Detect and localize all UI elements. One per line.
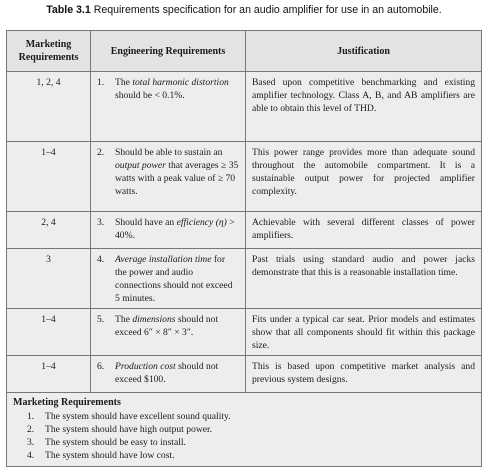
- engineering-cell: [91, 212, 246, 249]
- engineering-cell: [91, 72, 246, 142]
- requirement-number: 1.: [97, 77, 105, 88]
- requirement-number: 3.: [97, 217, 105, 228]
- marketing-cell: 1–4: [7, 142, 91, 212]
- table-row: [7, 212, 482, 249]
- justification-cell: Past trials using standard audio and power jacks demonstrate that this is a reasonable installation time.: [246, 249, 482, 309]
- marketing-requirements-cell: [7, 393, 482, 467]
- table-row: [7, 142, 482, 212]
- marketing-cell: 2, 4: [7, 212, 91, 249]
- requirement-emphasis: dimensions: [132, 314, 176, 325]
- justification-cell: Based upon competitive benchmarking and existing amplifier technology. Class A, B, and AB amplifiers are able to obtain this level of THD.: [246, 72, 482, 142]
- requirement-number: 4.: [97, 254, 105, 265]
- list-item: 1. The system should have excellent sound quality.: [27, 411, 231, 422]
- requirement-emphasis: efficiency (η): [176, 217, 227, 228]
- marketing-requirements-title: Marketing Requirements: [13, 397, 121, 408]
- table-header-row: [7, 31, 482, 72]
- engineering-cell: [91, 249, 246, 309]
- requirement-emphasis: total harmonic distortion: [132, 77, 229, 88]
- requirement-text: The dimensions should not exceed 6″ × 8″ × 3″.: [115, 314, 219, 338]
- requirement-text: Should have an efficiency (η) > 40%.: [115, 217, 235, 241]
- marketing-cell: 1–4: [7, 309, 91, 356]
- requirement-text: Average installation time for the power and audio connections should not exceed 5 minutes.: [115, 254, 233, 304]
- header-justification: Justification: [246, 31, 482, 72]
- header-engineering: Engineering Requirements: [91, 31, 246, 72]
- list-item: 4. The system should have low cost.: [27, 450, 175, 461]
- engineering-cell: [91, 356, 246, 393]
- requirement-number: 2.: [97, 147, 105, 158]
- justification-cell: Achievable with several different classes of power amplifiers.: [246, 212, 482, 249]
- table-caption-text: Requirements specification for an audio amplifier for use in an automobile.: [93, 4, 442, 16]
- marketing-cell: 3: [7, 249, 91, 309]
- engineering-cell: [91, 142, 246, 212]
- marketing-requirements-row: [7, 393, 482, 467]
- justification-cell: This is based upon competitive market analysis and previous system designs.: [246, 356, 482, 393]
- requirement-number: 6.: [97, 361, 105, 372]
- list-item: 3. The system should be easy to install.: [27, 437, 186, 448]
- requirements-table: [6, 30, 482, 467]
- engineering-cell: [91, 309, 246, 356]
- requirement-text: The total harmonic distortion should be < 0.1%.: [115, 77, 229, 101]
- requirement-emphasis: Average installation time: [115, 254, 212, 265]
- marketing-cell: 1–4: [7, 356, 91, 393]
- justification-cell: Fits under a typical car seat. Prior models and estimates show that all components should fit within this package size.: [246, 309, 482, 356]
- requirement-emphasis: output power: [115, 160, 166, 171]
- requirement-number: 5.: [97, 314, 105, 325]
- table-caption: [0, 4, 488, 16]
- justification-cell: This power range provides more than adequate sound throughout the automobile compartment. It is a sustainable output power for projected amplifier complexity.: [246, 142, 482, 212]
- table-label: Table 3.1: [46, 4, 91, 16]
- table-row: [7, 309, 482, 356]
- requirement-emphasis: Production cost: [115, 361, 176, 372]
- marketing-cell: 1, 2, 4: [7, 72, 91, 142]
- marketing-requirements-list: [13, 410, 475, 462]
- table-row: [7, 249, 482, 309]
- header-marketing: Marketing Requirements: [7, 31, 91, 72]
- table-row: [7, 72, 482, 142]
- requirement-text: Should be able to sustain an output power that averages ≥ 35 watts with a peak value of ≥ 70 watts.: [115, 147, 239, 197]
- list-item: 2. The system should have high output power.: [27, 424, 213, 435]
- requirement-text: Production cost should not exceed $100.: [115, 361, 219, 385]
- table-row: [7, 356, 482, 393]
